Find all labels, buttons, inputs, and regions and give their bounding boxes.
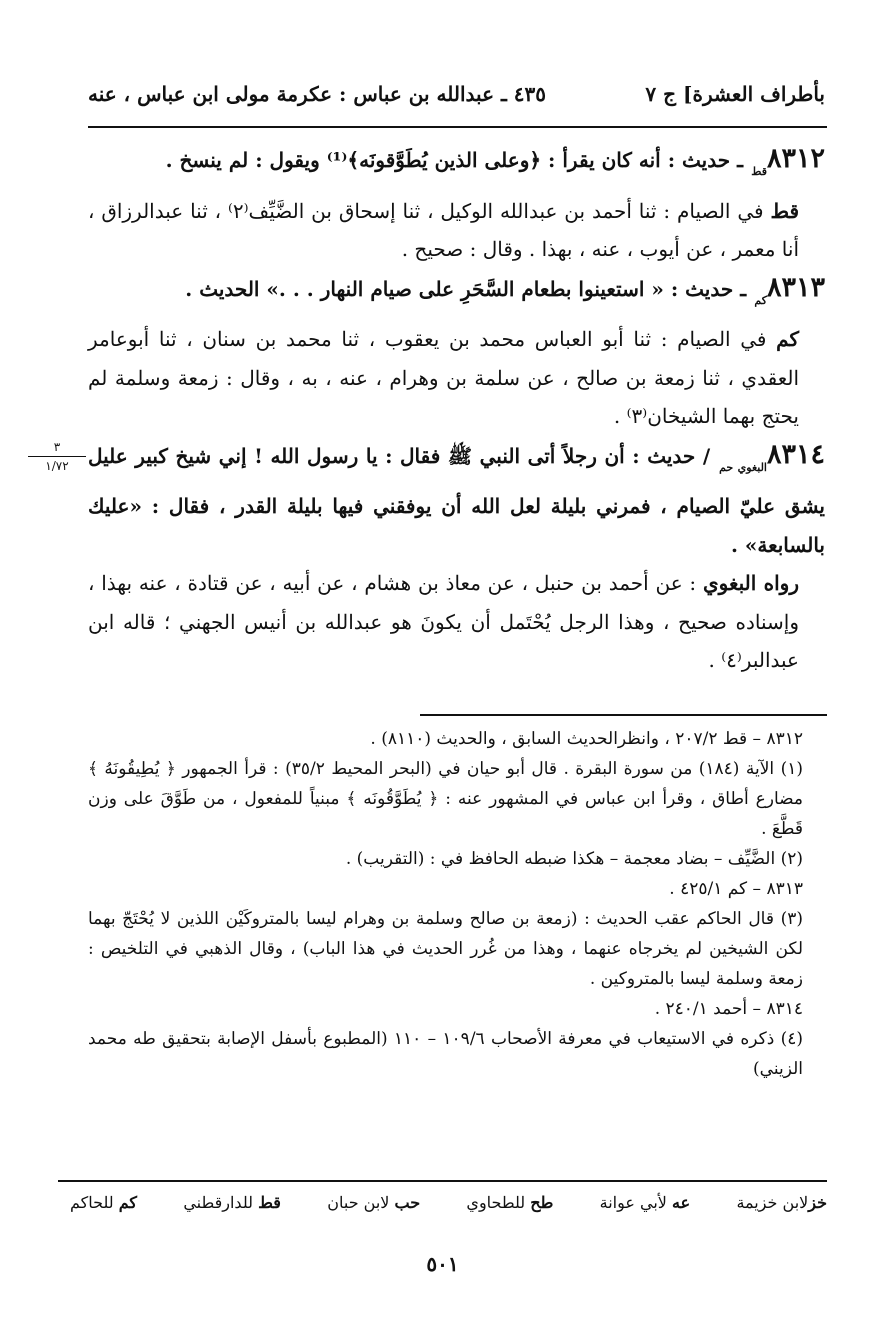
margin-ref-top: ٣: [28, 440, 86, 457]
abbr-name: للحاكم: [70, 1193, 114, 1212]
hadith-source: [88, 320, 825, 436]
abbr-name: للطحاوي: [466, 1193, 526, 1212]
footnote: (٢) الضَّيِّف – بضاد معجمة – هكذا ضبطه الحافظ في : (التقريب) .: [345, 849, 803, 869]
source-lead: رواه البغوي: [702, 571, 800, 595]
abbr-code: حب: [394, 1193, 421, 1212]
footnote: (٣) قال الحاكم عقب الحديث : (زمعة بن صالح وسلمة بن وهرام ليسا بالمتروكَيْن اللذين لا يُحْتَجّ بهما لكن الشيخين لم يخرجاه عنهما ، وهذا من غُرر الحديث في هذا الباب) ، وقال الذهبي في التلخيص : زمعة وسلمة ليسا بالمتروكين .: [88, 909, 803, 989]
source-lead: كم: [776, 327, 799, 351]
hadith-siglum: البغوي حم: [719, 460, 767, 474]
header-divider: [88, 126, 827, 128]
hadith-number: ٨٣١٣: [766, 271, 825, 303]
hadith-8313: [88, 269, 825, 321]
footnote: (٤) ذكره في الاستيعاب في معرفة الأصحاب ١٠٩/٦ – ١١٠ (المطبوع بأسفل الإصابة بتحقيق طه محمد الزيني): [88, 1029, 804, 1079]
hadith-siglum: كم: [754, 293, 767, 307]
hadith-number: ٨٣١٢: [766, 143, 825, 174]
page-number: ٥٠١: [426, 1252, 459, 1276]
footnote-divider: [420, 714, 827, 716]
hadith-heading: ـ حديث : أنه كان يقرأ : ﴿وعلى الذين يُطَوَّقونَه﴾⁽¹⁾ ويقول : لم ينسخ .: [165, 148, 743, 172]
abbr-item: [600, 1193, 691, 1212]
abbreviations-key: [70, 1193, 827, 1212]
source-text: : عن أحمد بن حنبل ، عن معاذ بن هشام ، عن أبيه ، عن قتادة ، عنه بهذا ، وإسناده صحيح ، وهذا الرجل يُحْتَمل أن يكونَ هو عبدالله بن أنيس الجهني ؛ قاله ابن عبدالبر⁽٤⁾ .: [88, 571, 799, 672]
main-text: [88, 140, 825, 680]
source-text: في الصيام : ثنا أحمد بن عبدالله الوكيل ، ثنا إسحاق بن الضَّيِّف⁽٢⁾ ، ثنا عبدالرزاق ، أنا معمر ، عن أيوب ، عنه ، بهذا . وقال : صحيح .: [88, 198, 799, 261]
abbr-code: خز: [808, 1193, 827, 1212]
abbr-item: [327, 1193, 420, 1212]
header-section: ٤٣٥ ـ عبدالله بن عباس : عكرمة مولى ابن عباس ، عنه: [88, 82, 547, 106]
hadith-source: [88, 564, 825, 680]
abbr-name: لأبي عوانة: [599, 1193, 667, 1212]
abbr-name: لابن خزيمة: [736, 1193, 809, 1212]
hadith-source: [88, 192, 825, 269]
footnotes: [88, 724, 825, 1084]
source-text: في الصيام : ثنا أبو العباس محمد بن يعقوب ، ثنا محمد بن سنان ، ثنا أبوعامر العقدي ، ثنا زمعة بن صالح ، عن سلمة بن وهرام ، عنه ، به ، وقال : زمعة وسلمة لم يحتج بهما الشيخان⁽٣⁾ .: [88, 327, 799, 428]
abbreviations-divider: [58, 1180, 827, 1182]
abbr-code: طح: [530, 1193, 554, 1212]
hadith-heading: / حديث : أن رجلاً أتى النبي ﷺ فقال : يا رسول الله ! إني شيخ كبير عليل يشق عليّ الصيام ، فمرني بليلة لعل الله أن يوفقني فيها بليلة القدر ، فقال : «عليك بالسابعة» .: [88, 443, 825, 557]
margin-ref-bottom: ١/٧٢: [45, 459, 69, 473]
margin-manuscript-ref: [28, 440, 86, 473]
hadith-heading: ـ حديث : « استعينوا بطعام السَّحَرِ على صيام النهار . . .» الحديث .: [185, 276, 747, 301]
hadith-8312: [88, 140, 825, 192]
running-header: [88, 82, 825, 106]
hadith-number: ٨٣١٤: [767, 438, 826, 470]
abbr-item: [736, 1193, 827, 1212]
hadith-8314: [88, 436, 825, 565]
footnote: ٨٣١٢ – قط ٢٠٧/٢ ، وانظرالحديث السابق ، والحديث (٨١١٠) .: [370, 729, 803, 749]
abbr-code: قط: [258, 1193, 281, 1212]
footnote: ٨٣١٣ – كم ٤٢٥/١ .: [669, 879, 803, 899]
header-volume: بأطراف العشرة] ج ٧: [645, 82, 825, 106]
abbr-name: للدارقطني: [183, 1193, 253, 1212]
abbr-item: [183, 1193, 281, 1212]
abbr-name: لابن حبان: [327, 1193, 390, 1212]
source-lead: قط: [770, 198, 799, 223]
hadith-siglum: قط: [751, 165, 767, 178]
abbr-code: كم: [118, 1193, 138, 1212]
abbr-item: [70, 1193, 137, 1212]
footnote: ٨٣١٤ – أحمد ٢٤٠/١ .: [654, 999, 803, 1019]
abbr-item: [466, 1193, 553, 1212]
abbr-code: عه: [672, 1193, 691, 1212]
footnote: (١) الآية (١٨٤) من سورة البقرة . قال أبو حيان في (البحر المحيط ٣٥/٢) : قرأ الجمهور ﴿ يُطِيقُونَهُ ﴾ مضارع أطاق ، وقرأ ابن عباس في المشهور عنه : ﴿ يُطَوَّقُونَه ﴾ مبنياً للمفعول ، من طَوَّقَ على وزن قَطَّعَ .: [88, 759, 803, 839]
